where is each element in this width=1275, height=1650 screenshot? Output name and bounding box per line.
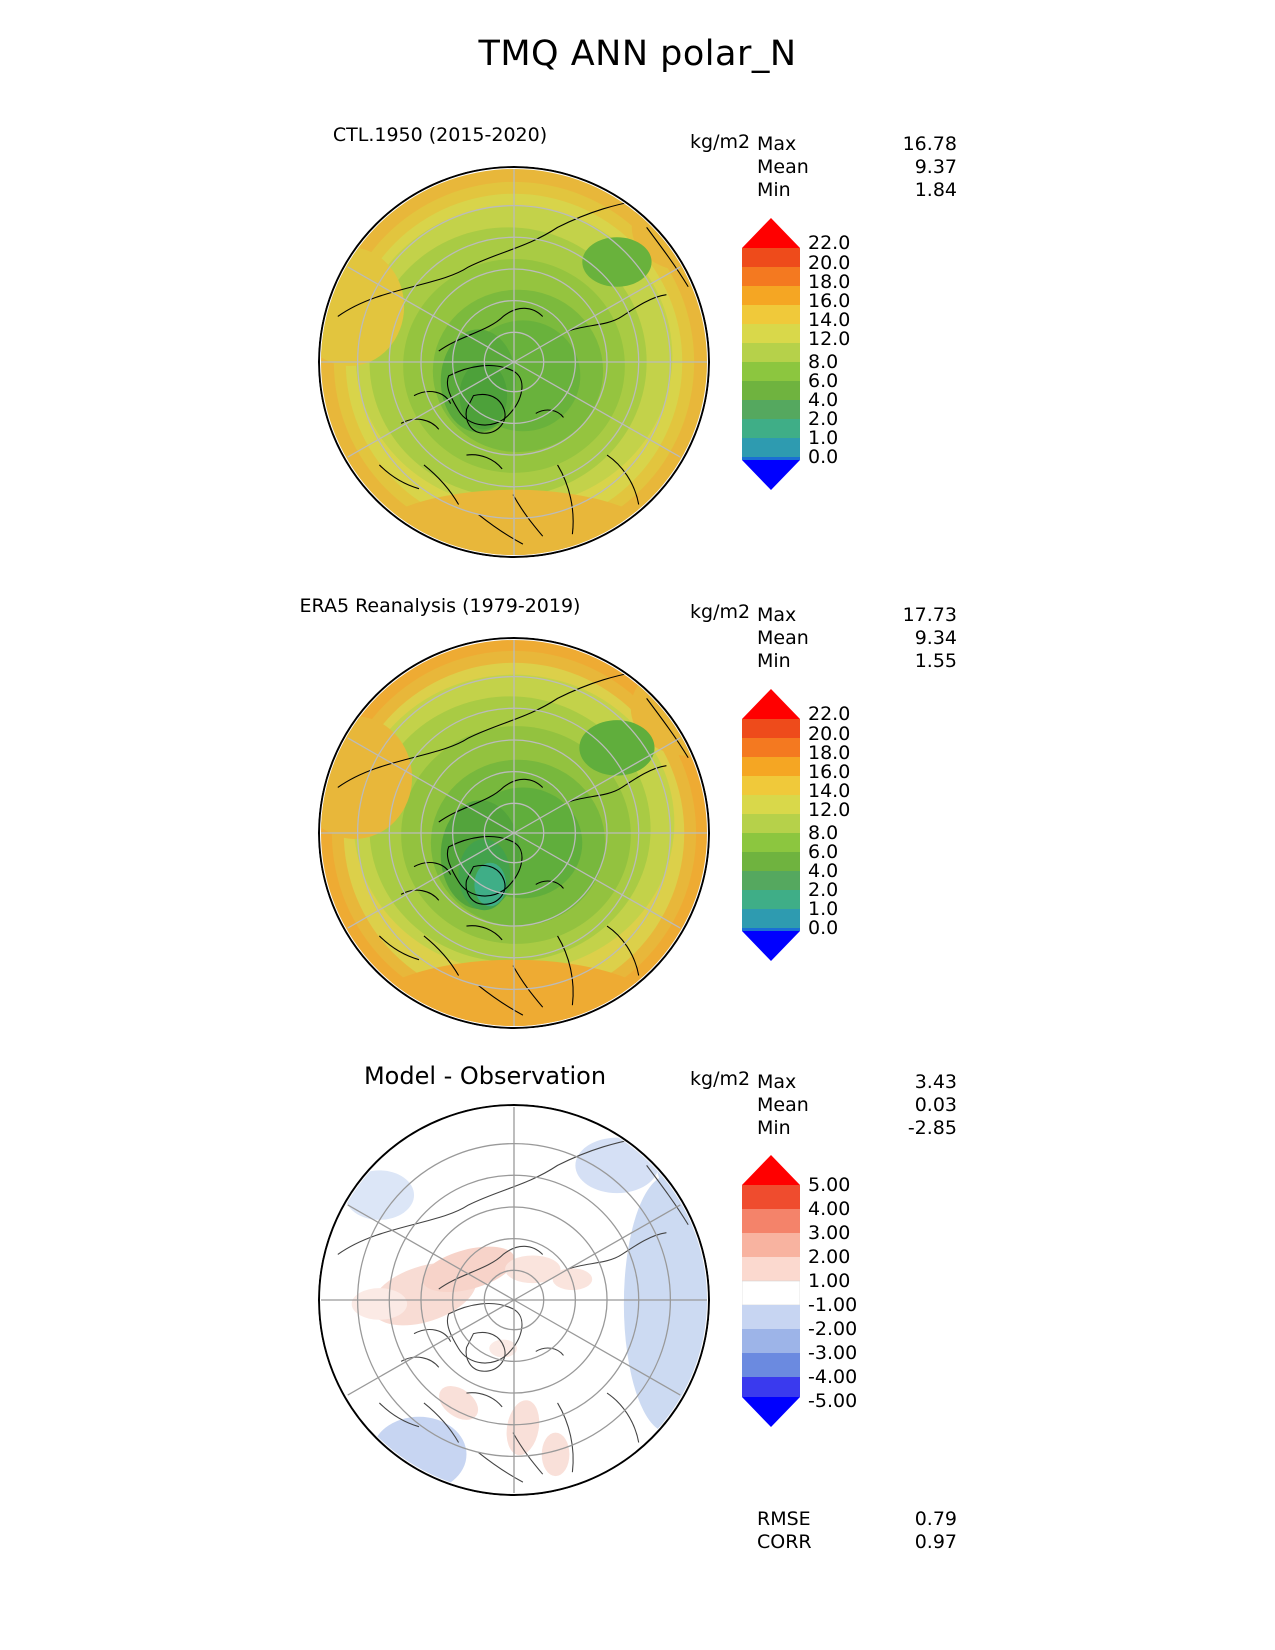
- stat-value: 3.43: [914, 1071, 957, 1093]
- polar-map-svg: [318, 1104, 710, 1496]
- stat-label: Mean: [757, 627, 809, 649]
- panel-title: Model - Observation: [363, 1062, 607, 1090]
- cbar-tick: -5.00: [808, 1390, 858, 1412]
- stat-value: 9.34: [914, 627, 957, 649]
- stat-value: 16.78: [902, 133, 957, 155]
- page-title: TMQ ANN polar_N: [478, 34, 797, 74]
- cbar-tick: 2.0: [808, 408, 839, 430]
- stat-label: Min: [757, 179, 791, 201]
- stat-value: 17.73: [902, 604, 957, 626]
- stat-label: Max: [757, 1071, 797, 1093]
- cbar-tick: 16.0: [808, 290, 851, 312]
- cbar-tick: 8.0: [808, 351, 839, 373]
- cbar-tick: 18.0: [808, 742, 851, 764]
- cbar-tick: -3.00: [808, 1342, 858, 1364]
- stat-value: 1.55: [914, 650, 957, 672]
- polar-map-svg: [318, 637, 710, 1029]
- panel-units: kg/m2: [690, 131, 751, 153]
- stat-value: 1.84: [914, 179, 957, 201]
- panel-units: kg/m2: [690, 601, 751, 623]
- panel-title: CTL.1950 (2015-2020): [332, 124, 548, 146]
- cbar-tick: 0.0: [808, 917, 839, 939]
- cbar-tick: 1.00: [808, 1270, 851, 1292]
- cbar-tick: 4.00: [808, 1198, 851, 1220]
- stat-value: 0.03: [914, 1094, 957, 1116]
- stat-label: Min: [757, 1117, 791, 1139]
- cbar-tick: 0.0: [808, 446, 839, 468]
- cbar-tick: 3.00: [808, 1222, 851, 1244]
- stat-label: Mean: [757, 1094, 809, 1116]
- stat-label: Max: [757, 133, 797, 155]
- cbar-tick: 12.0: [808, 799, 851, 821]
- stat-value: 9.37: [914, 156, 957, 178]
- cbar-tick: 2.0: [808, 879, 839, 901]
- cbar-tick: 8.0: [808, 822, 839, 844]
- cbar-tick: 18.0: [808, 271, 851, 293]
- panel-units: kg/m2: [690, 1068, 751, 1090]
- colorbar-observation: [742, 689, 800, 961]
- stat-value: 0.79: [914, 1508, 957, 1530]
- cbar-tick: 4.0: [808, 860, 839, 882]
- panel-title: ERA5 Reanalysis (1979-2019): [299, 595, 581, 617]
- cbar-tick: 20.0: [808, 723, 851, 745]
- cbar-tick: 6.0: [808, 370, 839, 392]
- cbar-tick: 6.0: [808, 841, 839, 863]
- cbar-tick: 2.00: [808, 1246, 851, 1268]
- cbar-tick: 16.0: [808, 761, 851, 783]
- cbar-tick: 20.0: [808, 252, 851, 274]
- stat-label: CORR: [757, 1531, 812, 1553]
- cbar-tick: 12.0: [808, 328, 851, 350]
- cbar-tick: 22.0: [808, 703, 851, 725]
- cbar-tick: 14.0: [808, 309, 851, 331]
- polar-map-observation: [318, 637, 710, 1029]
- stat-value: -2.85: [907, 1117, 957, 1139]
- cbar-tick: 5.00: [808, 1174, 851, 1196]
- stat-label: Mean: [757, 156, 809, 178]
- stat-value: 0.97: [914, 1531, 957, 1553]
- cbar-tick: 1.0: [808, 427, 839, 449]
- cbar-tick: 22.0: [808, 232, 851, 254]
- polar-map-difference: [318, 1104, 710, 1496]
- cbar-tick: 14.0: [808, 780, 851, 802]
- cbar-tick: -4.00: [808, 1366, 858, 1388]
- cbar-tick: 4.0: [808, 389, 839, 411]
- colorbar-svg: [742, 689, 800, 961]
- colorbar-difference: [742, 1155, 800, 1427]
- stat-label: Max: [757, 604, 797, 626]
- cbar-tick: 1.0: [808, 898, 839, 920]
- colorbar-svg: [742, 1155, 800, 1427]
- stat-label: RMSE: [757, 1508, 811, 1530]
- cbar-tick: -1.00: [808, 1294, 858, 1316]
- stat-label: Min: [757, 650, 791, 672]
- cbar-tick: -2.00: [808, 1318, 858, 1340]
